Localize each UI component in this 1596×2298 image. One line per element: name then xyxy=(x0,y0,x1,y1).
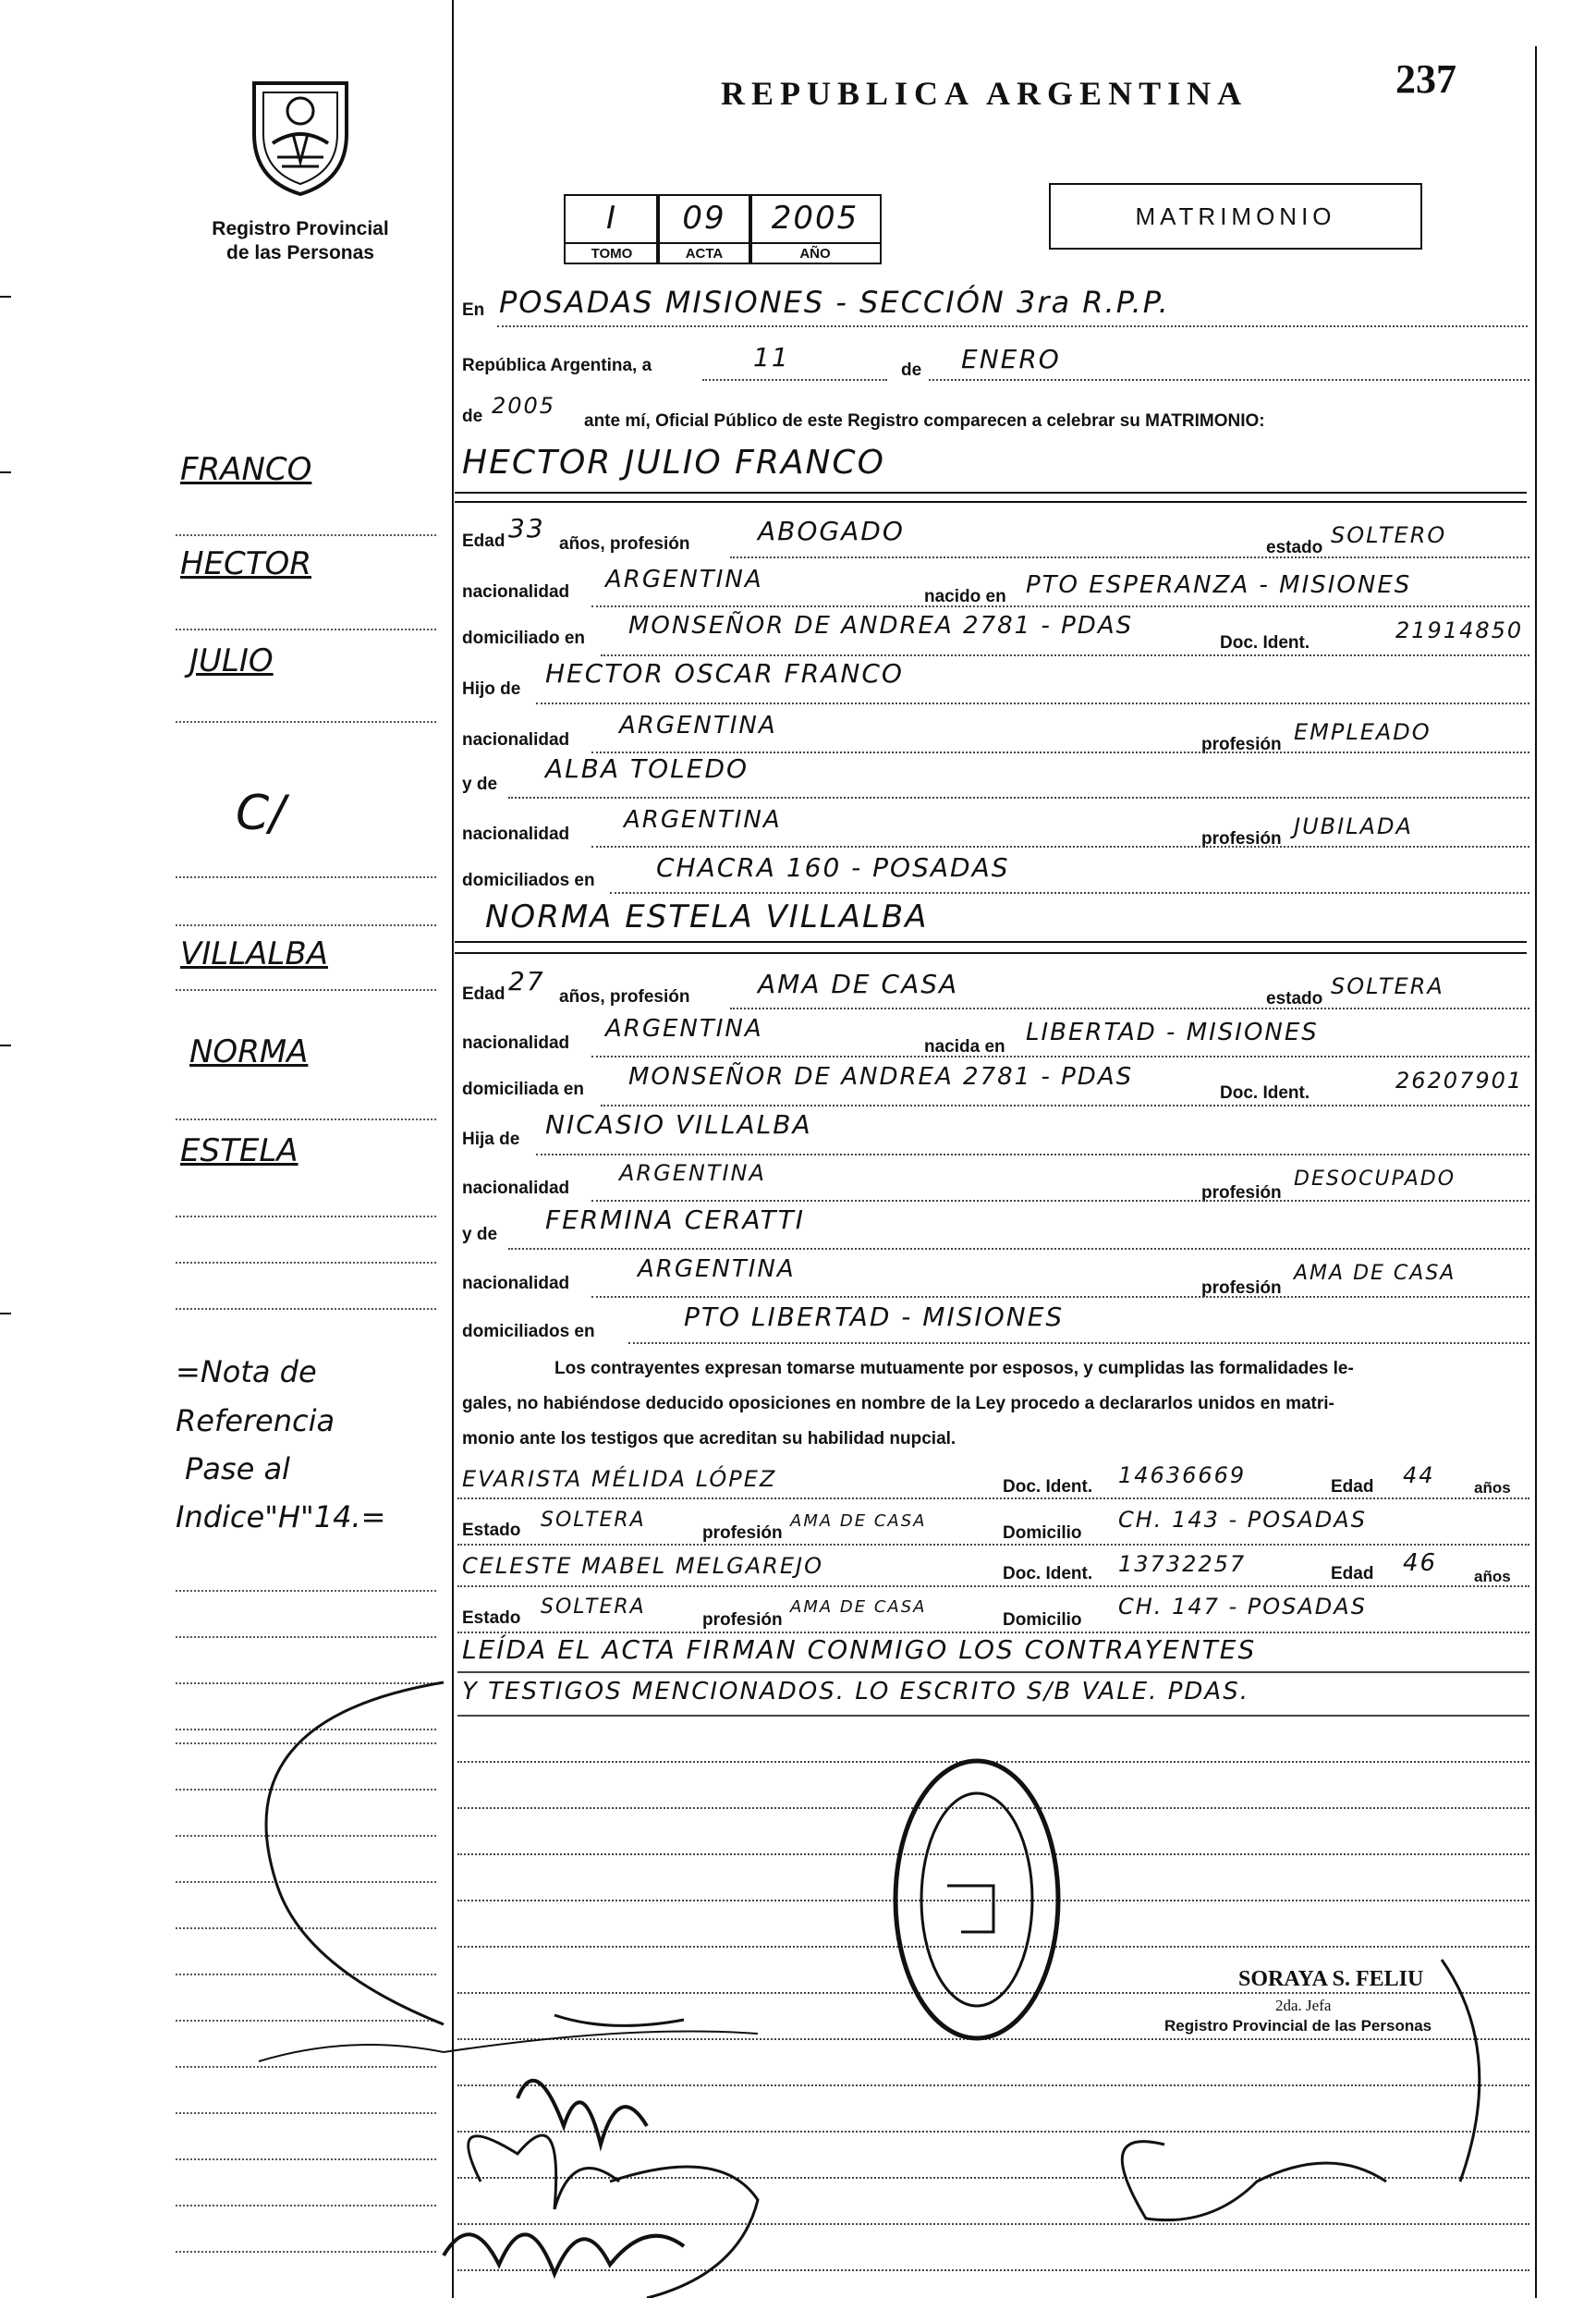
margin-groom-surname: FRANCO xyxy=(180,451,312,488)
witness2-doc-label: Doc. Ident. xyxy=(1003,1564,1093,1583)
bride-row-line xyxy=(508,1248,1529,1250)
closing-line: LEÍDA EL ACTA FIRMAN CONMIGO LOS CONTRAYENTES xyxy=(462,1634,1257,1665)
bride-nac-label: nacionalidad xyxy=(462,1033,570,1053)
de-label: de xyxy=(901,361,922,380)
witness1-address: CH. 143 - POSADAS xyxy=(1118,1507,1367,1533)
groom-profession: ABOGADO xyxy=(758,516,905,546)
witness1-profession: AMA DE CASA xyxy=(790,1511,927,1531)
witness2-anos-label: años xyxy=(1474,1568,1511,1585)
groom-fprof-label: profesión xyxy=(1201,735,1282,754)
margin-connector: C/ xyxy=(236,786,286,841)
groom-yde-label: y de xyxy=(462,775,498,794)
bride-dom-label: domiciliada en xyxy=(462,1080,584,1099)
groom-name-rule xyxy=(455,501,1527,503)
groom-doc-label: Doc. Ident. xyxy=(1220,633,1310,653)
groom-mother: ALBA TOLEDO xyxy=(545,753,749,784)
groom-row-line xyxy=(730,556,1529,558)
witness-line xyxy=(457,1585,1529,1587)
groom-nac-label: nacionalidad xyxy=(462,582,570,602)
witness-line xyxy=(457,1632,1529,1633)
groom-hijo-label: Hijo de xyxy=(462,679,521,699)
bride-father: NICASIO VILLALBA xyxy=(545,1109,812,1140)
bride-estado-label: estado xyxy=(1266,989,1323,1008)
en-label: En xyxy=(462,300,485,320)
bride-estado: SOLTERA xyxy=(1331,973,1444,999)
bride-name-rule xyxy=(455,941,1527,943)
bride-prof-label: años, profesión xyxy=(559,987,690,1007)
bride-row-line xyxy=(591,1296,1529,1298)
country-title: REPUBLICA ARGENTINA xyxy=(721,75,1249,112)
groom-row-line xyxy=(508,797,1529,799)
witness2-age: 46 xyxy=(1403,1549,1438,1577)
margin-line xyxy=(176,629,436,630)
ano-box xyxy=(749,194,882,264)
left-edge-tick xyxy=(0,1313,11,1314)
witness2-doc: 13732257 xyxy=(1118,1551,1247,1577)
witness2-name: CELESTE MABEL MELGAREJO xyxy=(462,1553,823,1579)
groom-fnac-label: nacionalidad xyxy=(462,730,570,750)
witness1-name: EVARISTA MÉLIDA LÓPEZ xyxy=(462,1466,777,1492)
bride-row-line xyxy=(536,1154,1529,1155)
groom-row-line xyxy=(601,654,1529,656)
witness1-prof-label: profesión xyxy=(702,1523,783,1543)
groom-mother-prof: JUBILADA xyxy=(1294,813,1413,839)
place-value: POSADAS MISIONES - SECCIÓN 3ra R.P.P. xyxy=(499,285,1170,320)
witness1-estado: SOLTERA xyxy=(541,1509,646,1532)
acta-value: 09 xyxy=(682,200,726,237)
margin-bride-name1: NORMA xyxy=(189,1033,309,1070)
groom-father: HECTOR OSCAR FRANCO xyxy=(545,658,904,689)
left-edge-tick xyxy=(0,1045,11,1046)
bride-row-line xyxy=(730,1008,1529,1009)
act-type: MATRIMONIO xyxy=(1135,202,1336,230)
witness2-edad-label: Edad xyxy=(1331,1564,1374,1583)
witness1-doc: 14636669 xyxy=(1118,1462,1247,1488)
bride-fnac-label: nacionalidad xyxy=(462,1179,570,1198)
bride-row-line xyxy=(591,1056,1529,1057)
margin-bride-surname: VILLALBA xyxy=(180,935,328,972)
declaration-line: monio ante los testigos que acreditan su habilidad nupcial. xyxy=(462,1429,956,1448)
registry-name: Registro Provincial de las Personas xyxy=(212,218,389,263)
groom-mother-nat: ARGENTINA xyxy=(624,806,782,834)
groom-row-line xyxy=(591,605,1529,607)
groom-mprof-label: profesión xyxy=(1201,829,1282,849)
bride-parents-address: PTO LIBERTAD - MISIONES xyxy=(684,1302,1065,1332)
day-line xyxy=(702,379,887,381)
day-value: 11 xyxy=(753,342,790,373)
bride-mother-prof: AMA DE CASA xyxy=(1294,1262,1456,1285)
coat-of-arms-logo xyxy=(236,69,365,199)
acta-label: ACTA xyxy=(658,242,750,264)
groom-pdom-label: domiciliados en xyxy=(462,871,595,890)
witness2-dom-label: Domicilio xyxy=(1003,1610,1082,1630)
bride-row-line xyxy=(591,1200,1529,1202)
witness2-estado: SOLTERA xyxy=(541,1595,646,1619)
groom-doc: 21914850 xyxy=(1395,617,1524,643)
witness2-profession: AMA DE CASA xyxy=(790,1597,927,1617)
bride-address: MONSEÑOR DE ANDREA 2781 - PDAS xyxy=(628,1063,1134,1091)
witness1-estado-label: Estado xyxy=(462,1521,521,1540)
groom-row-line xyxy=(591,846,1529,848)
year-value: 2005 xyxy=(492,393,556,419)
bride-name-rule xyxy=(455,952,1527,954)
intro-tail: ante mí, Oficial Público de este Registro comparecen a celebrar su MATRIMONIO: xyxy=(584,411,1265,431)
groom-father-nat: ARGENTINA xyxy=(619,712,777,740)
groom-father-prof: EMPLEADO xyxy=(1294,719,1432,745)
bride-full-name: NORMA ESTELA VILLALBA xyxy=(485,898,929,935)
witness-line xyxy=(457,1497,1529,1499)
acta-box xyxy=(656,194,752,264)
tomo-box xyxy=(564,194,660,264)
bride-mnac-label: nacionalidad xyxy=(462,1274,570,1293)
margin-line xyxy=(176,1636,436,1638)
groom-row-line xyxy=(610,892,1529,894)
groom-prof-label: años, profesión xyxy=(559,534,690,554)
margin-note-line: =Nota de xyxy=(176,1354,317,1389)
margin-line xyxy=(176,1308,436,1310)
margin-line xyxy=(176,1590,436,1592)
margin-line xyxy=(176,1216,436,1217)
witness2-prof-label: profesión xyxy=(702,1610,783,1630)
bride-mprof-label: profesión xyxy=(1201,1278,1282,1298)
margin-note-line: Indice"H"14.= xyxy=(176,1499,386,1534)
groom-edad-label: Edad xyxy=(462,532,506,551)
month-value: ENERO xyxy=(961,344,1061,374)
witness-line xyxy=(457,1544,1529,1546)
declaration-line: gales, no habiéndose deducido oposiciones en nombre de la Ley procedo a declararlos unidos en matri- xyxy=(462,1394,1334,1413)
margin-bride-name2: ESTELA xyxy=(180,1132,298,1169)
bride-profession: AMA DE CASA xyxy=(758,969,959,999)
margin-line xyxy=(176,534,436,536)
witness2-address: CH. 147 - POSADAS xyxy=(1118,1594,1367,1620)
margin-line xyxy=(176,989,436,991)
bride-row-line xyxy=(628,1342,1529,1344)
left-edge-tick xyxy=(0,471,11,473)
bride-birthplace: LIBERTAD - MISIONES xyxy=(1026,1019,1319,1046)
bride-nationality: ARGENTINA xyxy=(605,1015,763,1043)
republica-label: República Argentina, a xyxy=(462,356,652,375)
witness1-edad-label: Edad xyxy=(1331,1477,1374,1497)
margin-note-line: Pase al xyxy=(185,1451,290,1486)
groom-full-name: HECTOR JULIO FRANCO xyxy=(462,444,885,482)
margin-groom-name2: JULIO xyxy=(189,642,274,679)
official-seal xyxy=(892,1756,1063,2043)
witness1-anos-label: años xyxy=(1474,1479,1511,1497)
margin-line xyxy=(176,924,436,926)
groom-age: 33 xyxy=(508,513,545,544)
official-title: 2da. Jefa xyxy=(1275,1997,1332,2014)
bride-father-nat: ARGENTINA xyxy=(619,1160,766,1186)
act-type-box xyxy=(1049,183,1422,250)
margin-line xyxy=(176,1118,436,1120)
bride-doc: 26207901 xyxy=(1395,1068,1524,1094)
bride-age: 27 xyxy=(508,966,545,996)
closing-line: Y TESTIGOS MENCIONADOS. LO ESCRITO S/B VALE. PDAS. xyxy=(462,1678,1249,1705)
official-name: SORAYA S. FELIU xyxy=(1238,1967,1424,1991)
bride-row-line xyxy=(601,1105,1529,1106)
groom-dom-label: domiciliado en xyxy=(462,629,586,648)
witness1-doc-label: Doc. Ident. xyxy=(1003,1477,1093,1497)
bride-hija-label: Hija de xyxy=(462,1130,520,1149)
ano-value: 2005 xyxy=(771,200,859,237)
groom-nacido-label: nacido en xyxy=(924,587,1006,606)
month-line xyxy=(929,379,1529,381)
witness1-dom-label: Domicilio xyxy=(1003,1523,1082,1543)
margin-line xyxy=(176,721,436,723)
page-number: 237 xyxy=(1395,56,1456,102)
groom-parents-address: CHACRA 160 - POSADAS xyxy=(656,852,1010,883)
witness2-estado-label: Estado xyxy=(462,1608,521,1628)
ano-label: AÑO xyxy=(750,242,880,264)
bride-edad-label: Edad xyxy=(462,984,506,1004)
bride-nacida-label: nacida en xyxy=(924,1037,1005,1057)
official-office: Registro Provincial de las Personas xyxy=(1164,2017,1432,2035)
groom-name-rule xyxy=(455,492,1527,494)
bride-pdom-label: domiciliados en xyxy=(462,1322,595,1341)
margin-line xyxy=(176,876,436,878)
witness1-age: 44 xyxy=(1403,1462,1435,1488)
groom-estado-label: estado xyxy=(1266,538,1323,557)
tomo-label: TOMO xyxy=(566,242,658,264)
bride-fprof-label: profesión xyxy=(1201,1183,1282,1203)
margin-note-line: Referencia xyxy=(176,1403,335,1438)
bride-mother: FERMINA CERATTI xyxy=(545,1204,805,1235)
groom-address: MONSEÑOR DE ANDREA 2781 - PDAS xyxy=(628,612,1134,640)
bride-mother-nat: ARGENTINA xyxy=(638,1255,796,1283)
de2-label: de xyxy=(462,407,483,426)
groom-mnac-label: nacionalidad xyxy=(462,825,570,844)
bride-doc-label: Doc. Ident. xyxy=(1220,1083,1310,1103)
declaration-line: Los contrayentes expresan tomarse mutuamente por esposos, y cumplidas las formalidades le- xyxy=(554,1359,1354,1378)
groom-row-line xyxy=(536,703,1529,704)
bride-yde-label: y de xyxy=(462,1225,498,1244)
margin-groom-name1: HECTOR xyxy=(180,545,311,582)
groom-birthplace: PTO ESPERANZA - MISIONES xyxy=(1026,571,1412,599)
place-line xyxy=(497,325,1528,327)
bride-father-prof: DESOCUPADO xyxy=(1294,1167,1456,1191)
groom-estado: SOLTERO xyxy=(1331,522,1447,548)
margin-line xyxy=(176,1262,436,1264)
groom-nationality: ARGENTINA xyxy=(605,566,763,593)
left-edge-tick xyxy=(0,296,11,298)
tomo-value: I xyxy=(605,200,618,237)
